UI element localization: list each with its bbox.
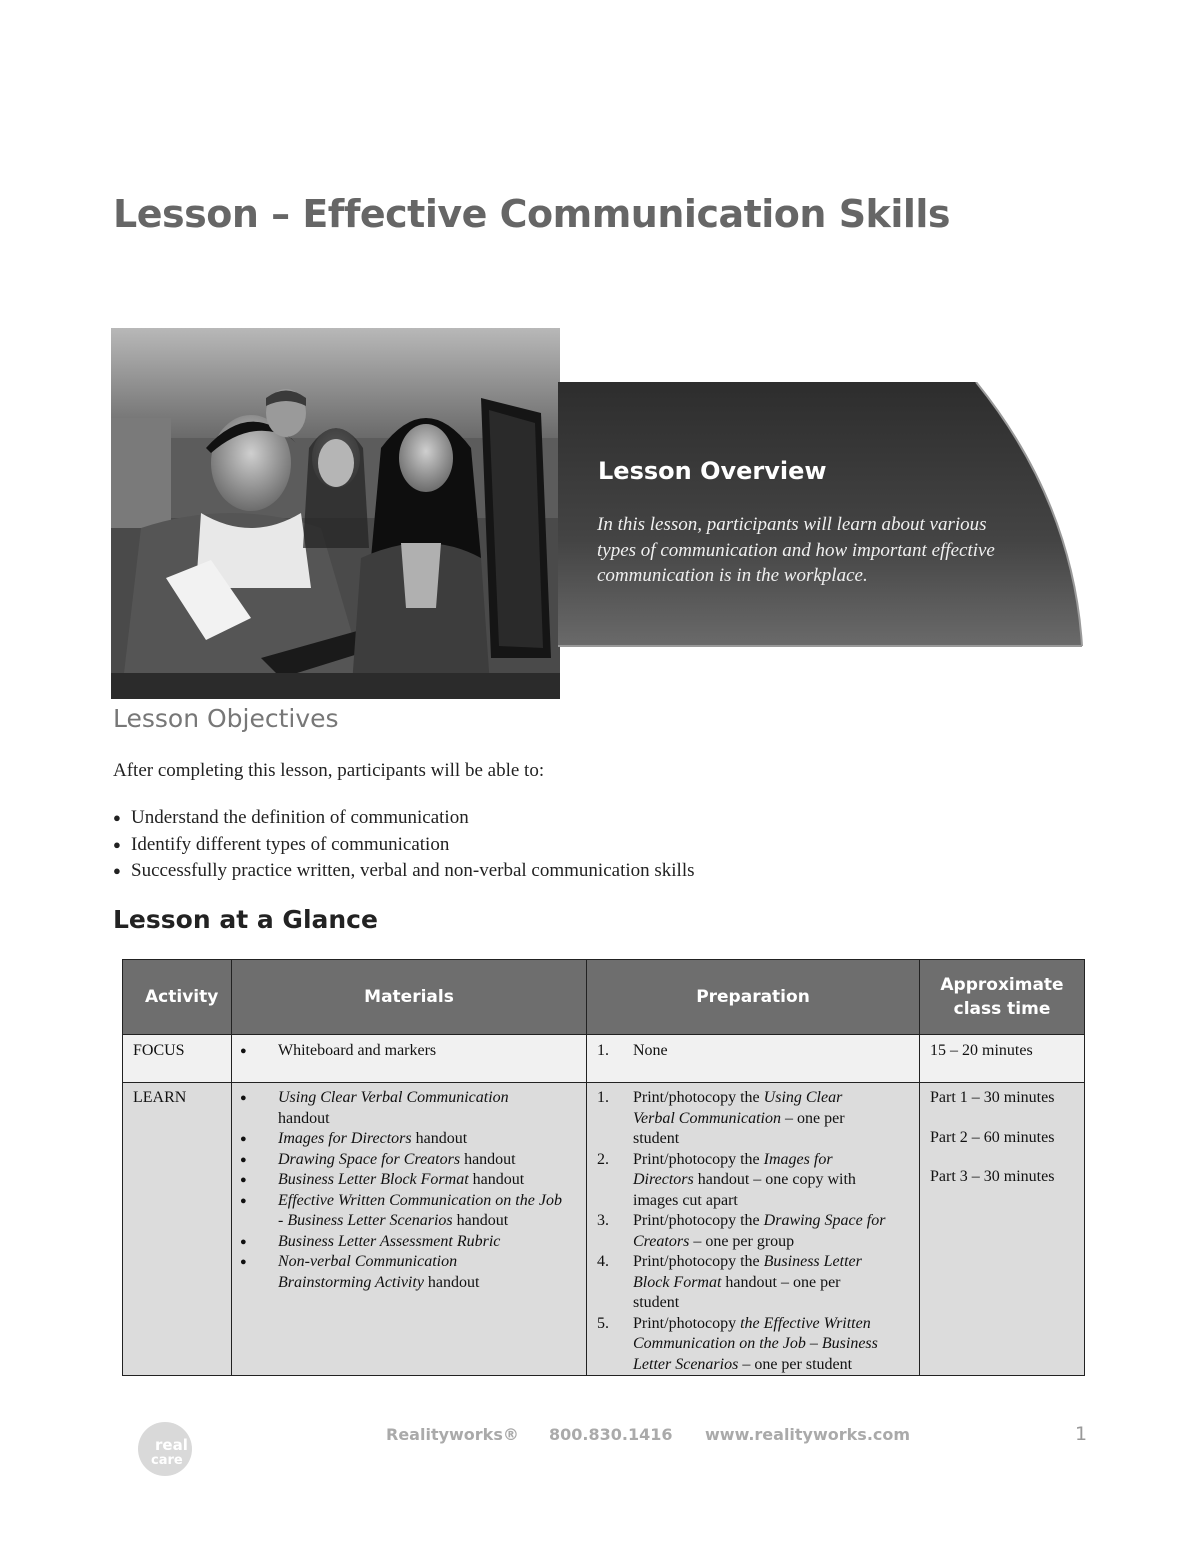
lesson-at-a-glance-table bbox=[122, 959, 1085, 1376]
list-item: ● Business Letter Block Format handout bbox=[240, 1170, 586, 1191]
table-row bbox=[123, 1035, 1085, 1083]
bullet-icon: ● bbox=[240, 1174, 247, 1186]
students-at-computer-photo bbox=[111, 328, 560, 699]
overview-heading: Lesson Overview bbox=[598, 457, 827, 485]
list-item: 2. Print/photocopy the Images for Directors handout – one copy with images cut apart bbox=[597, 1150, 856, 1209]
page-number: 1 bbox=[1075, 1423, 1088, 1445]
bullet-icon: ● bbox=[240, 1092, 247, 1104]
list-item: 4. Print/photocopy the Business Letter Block Format handout – one per student bbox=[597, 1253, 862, 1311]
list-item: ● Drawing Space for Creators handout bbox=[240, 1150, 586, 1171]
bullet-icon: ● bbox=[240, 1256, 247, 1268]
bullet-icon: ● bbox=[240, 1235, 247, 1248]
learn-activity: LEARN bbox=[123, 1083, 232, 1376]
bullet-icon: ● bbox=[240, 1153, 247, 1166]
learn-preparation bbox=[587, 1083, 920, 1376]
list-item: ● Using Clear Verbal Communication handout bbox=[240, 1088, 586, 1129]
footer-company: Realityworks® bbox=[386, 1425, 519, 1444]
list-item: 5. Print/photocopy the Effective Written Communication on the Job – Business Letter Scenarios – one per student bbox=[597, 1314, 878, 1373]
overview-text: In this lesson, participants will learn about various types of communication and how important effective communication is in the workplace. bbox=[597, 514, 995, 586]
bullet-icon: ● bbox=[240, 1133, 247, 1145]
table-row bbox=[123, 1083, 1085, 1376]
header-preparation: Preparation bbox=[587, 960, 920, 1035]
objective-item: ● Understand the definition of communication bbox=[113, 805, 695, 832]
list-item: ● Business Letter Assessment Rubric bbox=[240, 1232, 586, 1253]
footer-phone: 800.830.1416 bbox=[549, 1425, 673, 1444]
bullet-icon: ● bbox=[113, 836, 121, 852]
glance-heading: Lesson at a Glance bbox=[113, 905, 378, 934]
header-materials: Materials bbox=[232, 960, 587, 1035]
list-item: 1. Print/photocopy the Using Clear Verbal Communication – one per student bbox=[597, 1089, 845, 1147]
list-item: ● Effective Written Communication on the Job - Business Letter Scenarios handout bbox=[240, 1191, 586, 1232]
bullet-icon: ● bbox=[113, 810, 121, 825]
objective-item: ● Successfully practice written, verbal and non-verbal communication skills bbox=[113, 858, 695, 885]
header-time: Approximate class time bbox=[920, 960, 1085, 1035]
list-item: ● Non-verbal Communication Brainstorming Activity handout bbox=[240, 1252, 586, 1293]
objectives-list bbox=[113, 805, 695, 885]
svg-text:real: real bbox=[155, 1436, 188, 1454]
footer-website-link[interactable]: www.realityworks.com bbox=[705, 1425, 911, 1444]
list-item: ● Images for Directors handout bbox=[240, 1129, 586, 1150]
table-header-row bbox=[123, 960, 1085, 1035]
objectives-heading: Lesson Objectives bbox=[113, 704, 339, 733]
objective-item: ● Identify different types of communication bbox=[113, 832, 695, 859]
focus-activity: FOCUS bbox=[123, 1035, 232, 1083]
learn-materials bbox=[232, 1083, 587, 1376]
realcare-logo bbox=[133, 1420, 197, 1478]
objectives-intro: After completing this lesson, participants will be able to: bbox=[113, 760, 545, 781]
bullet-icon: ● bbox=[240, 1045, 247, 1057]
svg-text:care: care bbox=[151, 1453, 183, 1468]
bullet-icon: ● bbox=[240, 1194, 247, 1207]
page-title: Lesson – Effective Communication Skills bbox=[113, 192, 951, 236]
bullet-icon: ● bbox=[113, 863, 121, 878]
focus-materials: ● Whiteboard and markers bbox=[232, 1035, 587, 1083]
focus-time: 15 – 20 minutes bbox=[920, 1035, 1085, 1083]
header-activity: Activity bbox=[123, 960, 232, 1035]
list-item: 3. Print/photocopy the Drawing Space for Creators – one per group bbox=[597, 1212, 886, 1250]
learn-time: Part 1 – 30 minutes Part 2 – 60 minutes Part 3 – 30 minutes bbox=[920, 1083, 1085, 1376]
focus-preparation: 1. None bbox=[587, 1035, 920, 1083]
